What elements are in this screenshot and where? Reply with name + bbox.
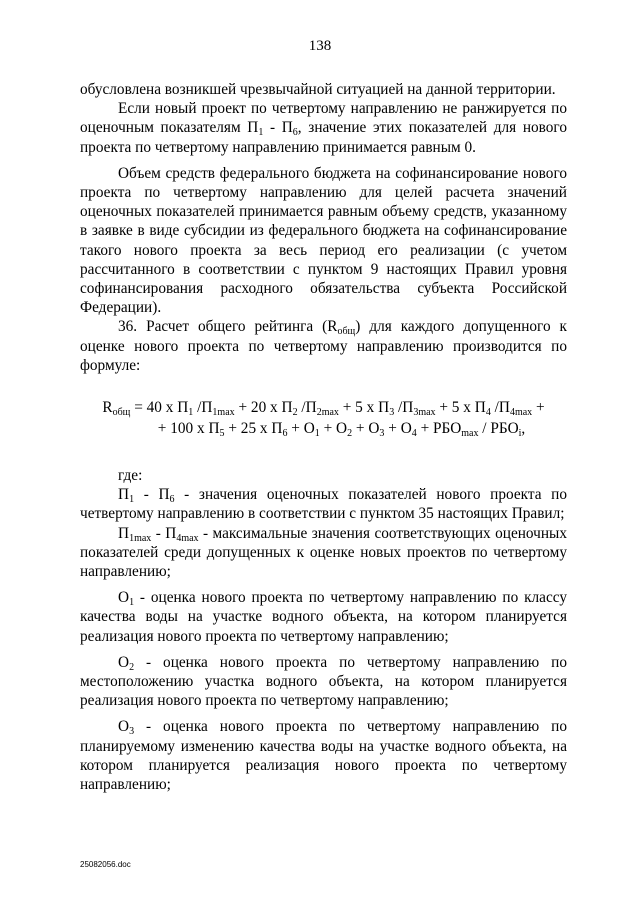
- formula-line-2: + 100 х $П_5 + 25$ х $П_6 + О_1 + О_2 + О_3 + О_4 + РБО_{max} / РБО_i$,: [157, 420, 526, 440]
- page-number: 138: [308, 38, 332, 54]
- paragraph-36-rating: 36. Расчет общего рейтинга $(R_{общ})$ для каждого допущенного к оценке нового проекта по четвертому направлению производится по формуле:: [80, 318, 567, 374]
- body-text: [80, 80, 567, 794]
- paragraph-new-project-not-ranked: Если новый проект по четвертому направлению не ранжируется по оценочным показателям $П_1 - П_6$, значение этих показателей для нового проекта по четвертому направлению принимается равным 0.: [80, 100, 567, 156]
- footer-filename: 25082056.doc: [80, 860, 131, 869]
- definition-o3: $О_3$ - оценка нового проекта по четвертому направлению по планируемому изменению качества воды на участке водного объекта, на котором планируется реализация нового проекта по четвертому направлению;: [80, 718, 567, 794]
- paragraph-continuation: обусловлена возникшей чрезвычайной ситуацией на данной территории.: [80, 81, 556, 98]
- rating-formula: [80, 397, 567, 439]
- where-label: где:: [118, 467, 143, 485]
- formula-line-1: $R_{общ} = 40$ х $П_1$ $/П_{1max} + 20$ х $П_2$ $/П_{2max} + 5$ х $П_3$ $/П_{3max} + 5$ х $П_4$ $/П_{4max}$ +: [102, 399, 545, 419]
- definition-pmax: $П_{1max} - П_{4max}$ - максимальные значения соответствующих оценочных показателей среди допущенных к оценке новых проектов по четвертому направлению;: [80, 524, 567, 581]
- definition-p1-p6: $П_1 - П_6$ - значения оценочных показателей нового проекта по четвертому направлению в соответствии с пунктом 35 настоящих Правил;: [80, 486, 568, 523]
- definition-o2: $О_2$ - оценка нового проекта по четвертому направлению по местоположению участка водного объекта, на котором планируется реализация нового проекта по четвертому направлению;: [80, 653, 567, 710]
- paragraph-federal-budget-volume: Объем средств федерального бюджета на софинансирование нового проекта по четвертому направлению для целей расчета значений оценочных показателей принимается равным объему средств, указанному в заявке в виде субсидии из федерального бюджета на софинансирование такого нового проекта за весь период его реализации (с учетом рассчитанного в соответствии с пунктом 9 настоящих Правил уровня софинансирования расходного обязательства субъекта Российской Федерации).: [80, 164, 567, 317]
- definition-o1: $О_1$ - оценка нового проекта по четвертому направлению по классу качества воды на участке водного объекта, на котором планируется реализация нового проекта по четвертому направлению;: [80, 589, 567, 645]
